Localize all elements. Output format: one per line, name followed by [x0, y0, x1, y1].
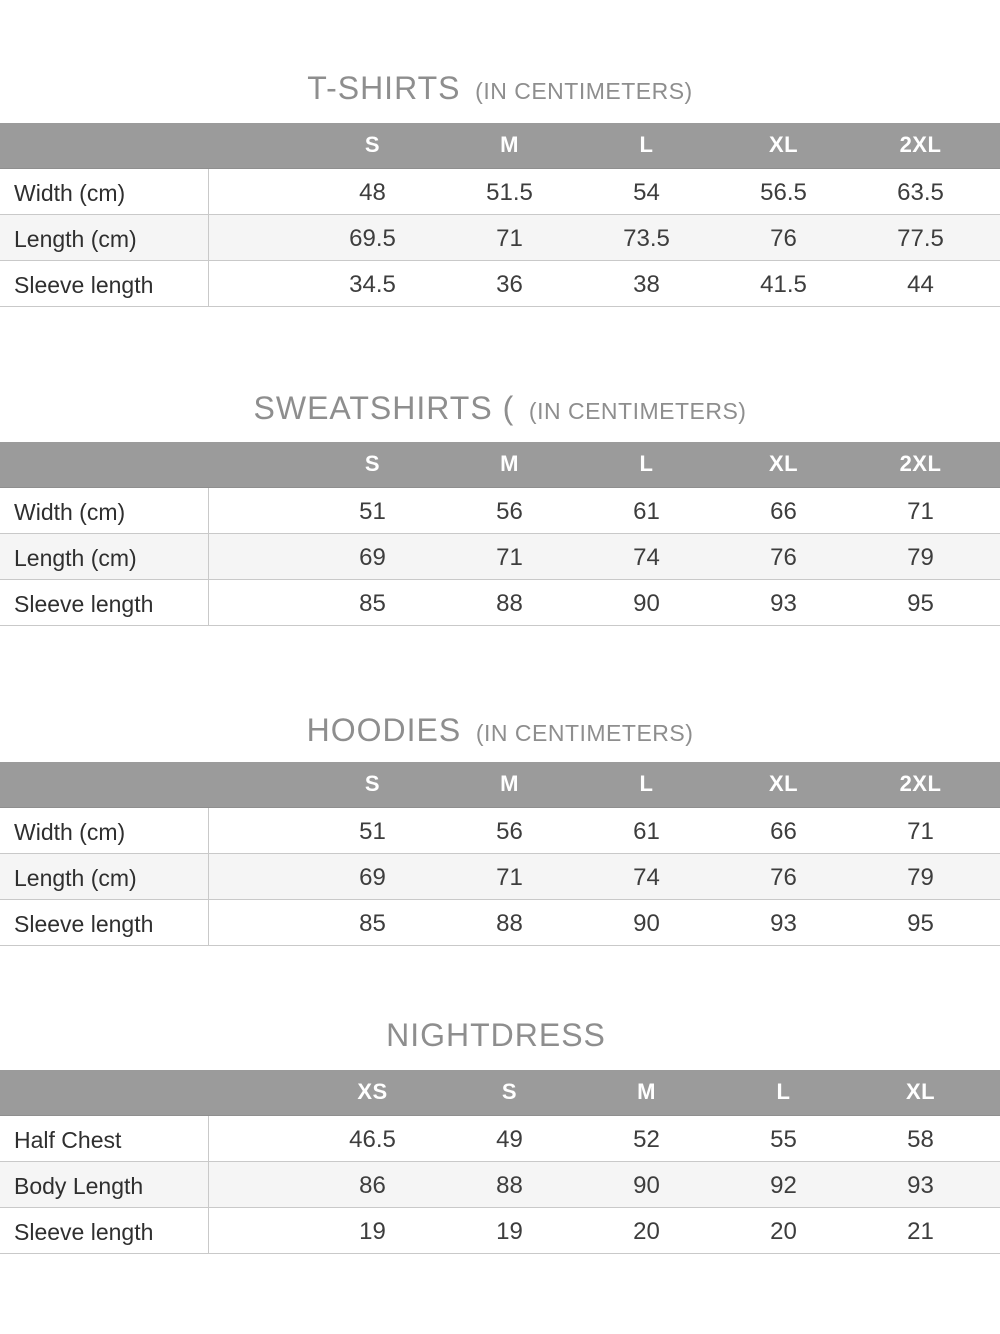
measurement-value-cell: 79	[852, 853, 989, 899]
size-table-hoodies	[0, 762, 1000, 946]
header-filler-cell	[989, 1070, 1000, 1115]
measurement-value-cell: 51	[304, 807, 441, 853]
measurement-row-label: Sleeve length	[0, 579, 208, 625]
table-title	[0, 1017, 1000, 1057]
spacer-cell	[208, 1161, 304, 1207]
measurement-value-cell: 76	[715, 853, 852, 899]
header-row	[0, 123, 1000, 168]
measurement-value-cell: 85	[304, 579, 441, 625]
measurement-value-cell: 61	[578, 487, 715, 533]
measurement-value-cell: 92	[715, 1161, 852, 1207]
size-column-header: XL	[715, 762, 852, 807]
measurement-value-cell: 93	[715, 899, 852, 945]
measurement-row-label: Length (cm)	[0, 214, 208, 260]
measurement-row-label: Body Length	[0, 1161, 208, 1207]
header-empty-cell	[0, 442, 208, 487]
header-row	[0, 762, 1000, 807]
table-row	[0, 487, 1000, 533]
measurement-value-cell: 71	[441, 533, 578, 579]
table-title	[0, 70, 1000, 110]
measurement-value-cell: 71	[441, 853, 578, 899]
table-title-sub: (IN CENTIMETERS)	[475, 720, 694, 746]
measurement-value-cell: 74	[578, 853, 715, 899]
size-column-header: 2XL	[852, 123, 989, 168]
measurement-row-label: Width (cm)	[0, 168, 208, 214]
spacer-cell	[208, 579, 304, 625]
table-title-main: NIGHTDRESS	[386, 1017, 606, 1053]
header-filler-cell	[989, 762, 1000, 807]
table-title-sub: (IN CENTIMETERS)	[475, 78, 693, 104]
size-column-header: XL	[852, 1070, 989, 1115]
table-title	[0, 712, 1000, 752]
size-column-header: M	[441, 123, 578, 168]
measurement-value-cell: 69.5	[304, 214, 441, 260]
table-title-main: HOODIES	[306, 712, 462, 748]
table-title-main: T-SHIRTS	[307, 70, 461, 106]
measurement-row-label: Width (cm)	[0, 807, 208, 853]
header-empty-cell	[0, 1070, 208, 1115]
measurement-value-cell: 41.5	[715, 260, 852, 306]
measurement-row-label: Width (cm)	[0, 487, 208, 533]
measurement-value-cell: 88	[441, 579, 578, 625]
measurement-value-cell: 19	[304, 1207, 441, 1253]
measurement-value-cell: 88	[441, 1161, 578, 1207]
measurement-value-cell: 93	[715, 579, 852, 625]
measurement-value-cell: 76	[715, 214, 852, 260]
measurement-row-label: Half Chest	[0, 1115, 208, 1161]
size-column-header: 2XL	[852, 762, 989, 807]
size-table-tshirts	[0, 123, 1000, 307]
size-column-header: M	[441, 442, 578, 487]
header-spacer-cell	[208, 123, 304, 168]
measurement-value-cell: 85	[304, 899, 441, 945]
measurement-value-cell: 63.5	[852, 168, 989, 214]
spacer-cell	[208, 807, 304, 853]
measurement-value-cell: 90	[578, 899, 715, 945]
measurement-value-cell: 69	[304, 853, 441, 899]
table-row	[0, 260, 1000, 306]
measurement-value-cell: 19	[441, 1207, 578, 1253]
spacer-cell	[208, 853, 304, 899]
measurement-row-label: Length (cm)	[0, 853, 208, 899]
size-column-header: S	[441, 1070, 578, 1115]
filler-cell	[989, 533, 1000, 579]
measurement-value-cell: 38	[578, 260, 715, 306]
table-row	[0, 899, 1000, 945]
measurement-value-cell: 55	[715, 1115, 852, 1161]
measurement-value-cell: 58	[852, 1115, 989, 1161]
measurement-row-label: Sleeve length	[0, 260, 208, 306]
measurement-value-cell: 56.5	[715, 168, 852, 214]
measurement-value-cell: 77.5	[852, 214, 989, 260]
measurement-value-cell: 79	[852, 533, 989, 579]
measurement-value-cell: 71	[852, 487, 989, 533]
table-title-main: SWEATSHIRTS (	[253, 390, 515, 426]
size-column-header: S	[304, 123, 441, 168]
table-row	[0, 533, 1000, 579]
header-row	[0, 1070, 1000, 1115]
measurement-value-cell: 51.5	[441, 168, 578, 214]
measurement-value-cell: 20	[715, 1207, 852, 1253]
table-row	[0, 579, 1000, 625]
measurement-value-cell: 46.5	[304, 1115, 441, 1161]
size-column-header: XL	[715, 442, 852, 487]
header-spacer-cell	[208, 442, 304, 487]
measurement-value-cell: 36	[441, 260, 578, 306]
measurement-row-label: Sleeve length	[0, 899, 208, 945]
measurement-value-cell: 71	[441, 214, 578, 260]
measurement-value-cell: 74	[578, 533, 715, 579]
filler-cell	[989, 1207, 1000, 1253]
filler-cell	[989, 168, 1000, 214]
measurement-value-cell: 93	[852, 1161, 989, 1207]
table-row	[0, 214, 1000, 260]
measurement-value-cell: 66	[715, 487, 852, 533]
measurement-value-cell: 88	[441, 899, 578, 945]
measurement-value-cell: 95	[852, 899, 989, 945]
measurement-value-cell: 71	[852, 807, 989, 853]
size-column-header: L	[715, 1070, 852, 1115]
measurement-value-cell: 20	[578, 1207, 715, 1253]
spacer-cell	[208, 1207, 304, 1253]
measurement-value-cell: 76	[715, 533, 852, 579]
measurement-value-cell: 66	[715, 807, 852, 853]
size-column-header: M	[441, 762, 578, 807]
spacer-cell	[208, 168, 304, 214]
spacer-cell	[208, 899, 304, 945]
table-row	[0, 1115, 1000, 1161]
spacer-cell	[208, 487, 304, 533]
size-table-nightdress	[0, 1070, 1000, 1254]
spacer-cell	[208, 533, 304, 579]
filler-cell	[989, 807, 1000, 853]
size-column-header: S	[304, 442, 441, 487]
table-row	[0, 1207, 1000, 1253]
size-column-header: L	[578, 762, 715, 807]
measurement-value-cell: 44	[852, 260, 989, 306]
measurement-value-cell: 21	[852, 1207, 989, 1253]
measurement-value-cell: 49	[441, 1115, 578, 1161]
measurement-value-cell: 56	[441, 807, 578, 853]
header-filler-cell	[989, 442, 1000, 487]
measurement-value-cell: 54	[578, 168, 715, 214]
header-empty-cell	[0, 123, 208, 168]
measurement-row-label: Length (cm)	[0, 533, 208, 579]
filler-cell	[989, 487, 1000, 533]
measurement-value-cell: 90	[578, 1161, 715, 1207]
filler-cell	[989, 853, 1000, 899]
table-row	[0, 807, 1000, 853]
spacer-cell	[208, 214, 304, 260]
filler-cell	[989, 260, 1000, 306]
filler-cell	[989, 1115, 1000, 1161]
header-empty-cell	[0, 762, 208, 807]
header-spacer-cell	[208, 762, 304, 807]
size-column-header: L	[578, 442, 715, 487]
measurement-value-cell: 34.5	[304, 260, 441, 306]
measurement-value-cell: 86	[304, 1161, 441, 1207]
table-title	[0, 390, 1000, 430]
header-filler-cell	[989, 123, 1000, 168]
spacer-cell	[208, 260, 304, 306]
filler-cell	[989, 579, 1000, 625]
measurement-value-cell: 73.5	[578, 214, 715, 260]
table-title-sub: (IN CENTIMETERS)	[528, 398, 747, 424]
measurement-value-cell: 51	[304, 487, 441, 533]
measurement-row-label: Sleeve length	[0, 1207, 208, 1253]
table-row	[0, 853, 1000, 899]
filler-cell	[989, 899, 1000, 945]
measurement-value-cell: 90	[578, 579, 715, 625]
size-column-header: S	[304, 762, 441, 807]
filler-cell	[989, 1161, 1000, 1207]
measurement-value-cell: 69	[304, 533, 441, 579]
size-column-header: M	[578, 1070, 715, 1115]
size-column-header: XL	[715, 123, 852, 168]
size-column-header: XS	[304, 1070, 441, 1115]
table-row	[0, 168, 1000, 214]
spacer-cell	[208, 1115, 304, 1161]
size-column-header: 2XL	[852, 442, 989, 487]
filler-cell	[989, 214, 1000, 260]
table-row	[0, 1161, 1000, 1207]
header-spacer-cell	[208, 1070, 304, 1115]
size-table-sweatshirts	[0, 442, 1000, 626]
size-column-header: L	[578, 123, 715, 168]
measurement-value-cell: 48	[304, 168, 441, 214]
measurement-value-cell: 95	[852, 579, 989, 625]
header-row	[0, 442, 1000, 487]
measurement-value-cell: 61	[578, 807, 715, 853]
measurement-value-cell: 52	[578, 1115, 715, 1161]
measurement-value-cell: 56	[441, 487, 578, 533]
